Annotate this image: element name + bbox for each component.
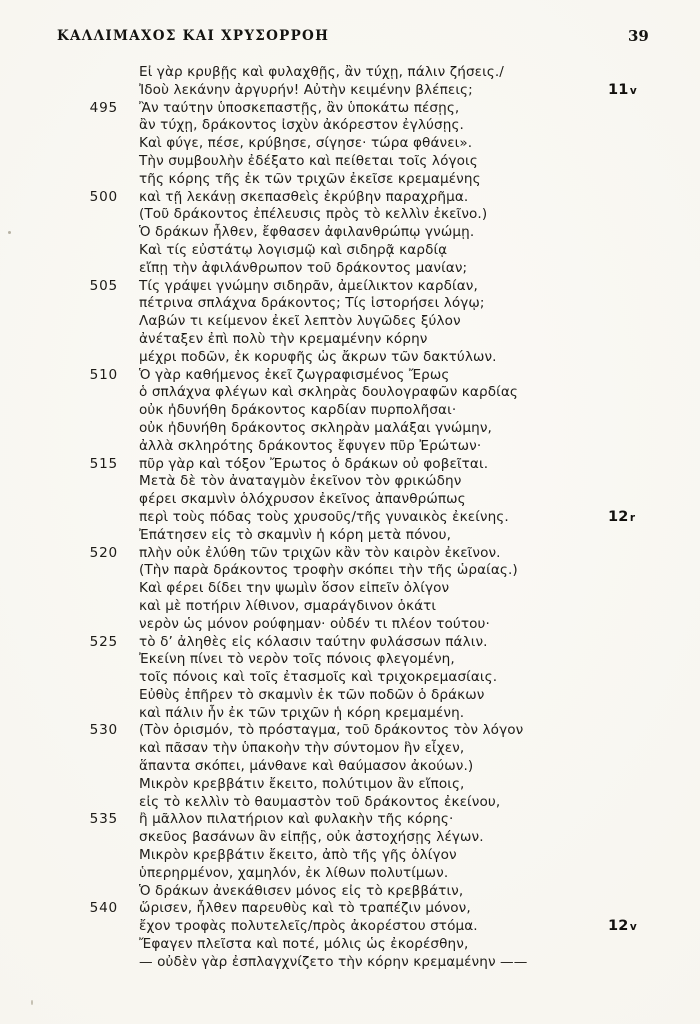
verse-line-text: (Τοῦ δράκοντος ἐπέλευσις πρὸς τὸ κελλὶν ἐκεῖνο.) [139,206,488,223]
verse-line-text: (Τὴν παρὰ δράκοντος τροφὴν σκόπει τὴν τῆς ὡραίας.) [139,562,518,579]
verse-line-text: οὐκ ἠδυνήθη δράκοντος σκληρὰν μαλάξαι γνώμην, [139,419,492,436]
verse-line-text: εἴπῃ τὴν ἀφιλάνθρωπον τοῦ δράκοντος μανίαν; [139,259,468,276]
poem-line [0,491,700,509]
poem-line [0,206,700,224]
verse-line-text: Καὶ τίς εὐστάτῳ λογισμῷ καὶ σιδηρᾷ καρδίᾳ [139,241,448,258]
verse-line-text: Μετὰ δὲ τὸν ἀναταγμὸν ἐκεῖνον τὸν φρικώδην [139,473,462,490]
poem-line [0,189,700,207]
verse-line-text: Καὶ φύγε, πέσε, κρύβησε, σίγησε· τώρα φθάνει». [139,135,473,152]
folio-side: r [629,511,636,524]
verse-line-number: 515 [89,455,118,472]
poem-line [0,82,700,100]
verse-line-text: — οὐδὲν γὰρ ἐσπλαγχνίζετο τὴν κόρην κρεμαμένην —— [139,953,528,970]
folio-marker [608,918,700,934]
verse-line-text: Ὁ δράκων ἀνεκάθισεν μόνος εἰς τὸ κρεββάτιν, [139,882,464,899]
poem-line [0,580,700,598]
verse-line-text: Τίς γράψει γνώμην σιδηρᾶν, ἀμείλικτον καρδίαν, [139,277,478,294]
verse-line-text: ὁ σπλάχνα φλέγων καὶ σκληρὰς δουλογραφῶν καρδίας [139,384,518,401]
verse-line-text: Καὶ φέρει δίδει την ψωμὶν ὅσον εἰπεῖν ὀλίγον [139,580,450,597]
poem-line [0,349,700,367]
verse-line-text: πέτρινα σπλάχνα δράκοντος; Τίς ἱστορήσει λόγῳ; [139,295,485,312]
verse-line-text: Μικρὸν κρεββάτιν ἔκειτο, ἀπὸ τῆς γῆς ὀλίγον [139,847,457,864]
verse-line-text: μέχρι ποδῶν, ἐκ κορυφῆς ὡς ἄκρων τῶν δακτύλων. [139,348,497,365]
verse-line-text: (Τὸν ὁρισμόν, τὸ πρόσταγμα, τοῦ δράκοντος τὸν λόγον [139,722,524,739]
verse-line-text: Ἔφαγεν πλεῖστα καὶ ποτέ, μόλις ὡς ἐκορέσθην, [139,936,469,953]
poem-line [0,740,700,758]
verse-line-text: περὶ τοὺς πόδας τοὺς χρυσοῦς/τῆς γυναικὸς ἐκείνης. [139,508,509,525]
verse-line-text: Μικρὸν κρεββάτιν ἔκειτο, πολύτιμον ἂν εἴποις, [139,775,465,792]
verse-line-text: ἂν τύχῃ, δράκοντος ἰσχὺν ἀκόρεστον ἐγλύσῃς. [139,117,464,134]
poem-line [0,135,700,153]
poem-line [0,722,700,740]
verse-line-number: 525 [89,633,118,650]
verse-line-text: ἀνέταξεν ἐπὶ πολὺ τὴν κρεμαμένην κόρην [139,330,428,347]
poem-line [0,669,700,687]
page-number: 39 [628,27,649,45]
folio-marker [608,82,700,98]
verse-line-text: πλὴν οὐκ ἐλύθη τῶν τριχῶν κἂν τὸν καιρὸν ἐκεῖνον. [139,544,501,561]
verse-line-text: νερὸν ὡς μόνον ρούφημαν· οὐδέν τι πλέον τούτου· [139,615,490,632]
poem-line [0,651,700,669]
poem-line [0,384,700,402]
poem-line [0,64,700,82]
verse-line-text: ἔχον τροφὰς πολυτελεῖς/πρὸς ἀκορέστου στόμα. [139,918,478,935]
verse-line-text: Ἂν ταύτην ὑποσκεπαστῇς, ἂν ὑποκάτω πέσῃς, [139,99,460,116]
verse-line-number: 495 [89,99,118,116]
poem-line [0,473,700,491]
verse-line-text: οὐκ ἠδυνήθη δράκοντος καρδίαν πυρπολῆσαι· [139,402,457,419]
poem-line [0,794,700,812]
verse-line-number: 500 [89,188,118,205]
verse-line-text: ὑπερηρμένον, χαμηλόν, ἐκ λίθων πολυτίμων. [139,864,449,881]
poem-line [0,883,700,901]
scan-speck [31,1000,33,1005]
verse-line-text: ἀλλὰ σκληρότης δράκοντος ἔφυγεν πῦρ Ἐρώτων· [139,437,482,454]
poem-line [0,100,700,118]
verse-line-number: 535 [89,811,118,828]
folio-side: v [629,84,637,97]
poem-line [0,705,700,723]
poem-line [0,402,700,420]
poem-line [0,313,700,331]
verse-line-text: πῦρ γὰρ καὶ τόξον Ἔρωτος ὁ δράκων οὐ φοβεῖται. [139,455,489,472]
poem-line [0,776,700,794]
folio-marker [608,509,700,525]
poem-line [0,224,700,242]
poem-line [0,900,700,918]
poem-body [0,64,700,972]
verse-line-text: Λαβών τι κείμενον ἐκεῖ λεπτὸν λυγῶδες ξύλον [139,313,461,330]
verse-line-text: Ἰδοὺ λεκάνην ἀργυρήν! Αὐτὴν κειμένην βλέπεις; [139,81,473,98]
poem-line [0,242,700,260]
poem-line [0,331,700,349]
verse-line-text: ἢ μᾶλλον πιλατήριον καὶ φυλακὴν τῆς κόρης· [139,811,454,828]
poem-line [0,367,700,385]
poem-line [0,758,700,776]
verse-line-text: τὸ δ’ ἀληθὲς εἰς κόλασιν ταύτην φυλάσσων πάλιν. [139,633,488,650]
verse-line-text: Εὐθὺς ἐπῆρεν τὸ σκαμνὶν ἐκ τῶν ποδῶν ὁ δράκων [139,686,485,703]
poem-line [0,260,700,278]
poem-line [0,509,700,527]
verse-line-number: 530 [89,722,118,739]
poem-line [0,171,700,189]
running-header-title: ΚΑΛΛΙΜΑΧΟΣ ΚΑΙ ΧΡΥΣΟΡΡΟΗ [57,28,330,44]
folio-side: v [629,921,637,934]
folio-number: 12 [608,508,629,525]
verse-line-text: Ἐπάτησεν εἰς τὸ σκαμνὶν ἡ κόρη μετὰ πόνου, [139,526,451,543]
poem-line [0,954,700,972]
poem-line [0,811,700,829]
poem-line [0,527,700,545]
poem-line [0,153,700,171]
poem-line [0,847,700,865]
verse-line-text: ὥρισεν, ἦλθεν παρευθὺς καὶ τὸ τραπέζιν μόνον, [139,900,471,917]
folio-number: 12 [608,918,629,935]
verse-line-text: Ὁ γὰρ καθήμενος ἐκεῖ ζωγραφισμένος Ἔρως [139,366,450,383]
verse-line-text: φέρει σκαμνὶν ὁλόχρυσον ἐκεῖνος ἀπανθρώπως [139,491,466,508]
verse-line-text: τοῖς πόνοις καὶ τοῖς ἐτασμοῖς καὶ τριχοκρεμασίαις. [139,669,498,686]
poem-line [0,616,700,634]
poem-line [0,562,700,580]
verse-line-text: καὶ μὲ ποτήριν λίθινον, σμαράγδινον ὁκάτι [139,597,437,614]
poem-line [0,545,700,563]
verse-line-text: καὶ πᾶσαν τὴν ὑπακοὴν τὴν σύντομον ἣν εἶχεν, [139,740,465,757]
verse-line-text: καὶ πάλιν ἦν ἐκ τῶν τριχῶν ἡ κόρη κρεμαμένη. [139,704,465,721]
verse-line-number: 510 [89,366,118,383]
scan-speck [8,231,11,234]
poem-line [0,865,700,883]
poem-line [0,598,700,616]
verse-line-number: 540 [89,900,118,917]
verse-line-text: καὶ τῇ λεκάνῃ σκεπασθεὶς ἐκρύβην παραχρῆμα. [139,188,469,205]
poem-line [0,278,700,296]
verse-line-text: Ὁ δράκων ἦλθεν, ἔφθασεν ἀφιλανθρώπῳ γνώμῃ. [139,224,475,241]
poem-line [0,438,700,456]
verse-line-text: Τὴν συμβουλὴν ἐδέξατο καὶ πείθεται τοῖς λόγοις [139,152,478,169]
verse-line-text: σκεῦος βασάνων ἂν εἰπῇς, οὐκ ἀστοχήσῃς λέγων. [139,829,484,846]
verse-line-number: 520 [89,544,118,561]
poem-line [0,687,700,705]
poem-line [0,918,700,936]
poem-line [0,456,700,474]
poem-line [0,420,700,438]
verse-line-text: Ἐκείνη πίνει τὸ νερὸν τοῖς πόνοις φλεγομένη, [139,651,455,668]
poem-line [0,829,700,847]
poem-line [0,117,700,135]
verse-line-text: Εἰ γὰρ κρυβῇς καὶ φυλαχθῇς, ἂν τύχῃ, πάλιν ζήσεις./ [139,64,504,80]
verse-line-text: εἰς τὸ κελλὶν τὸ θαυμαστὸν τοῦ δράκοντος ἐκείνου, [139,793,501,810]
folio-number: 11 [608,81,629,98]
poem-line [0,295,700,313]
verse-line-text: τῆς κόρης τῆς ἐκ τῶν τριχῶν ἐκεῖσε κρεμαμένης [139,170,481,187]
poem-line [0,936,700,954]
verse-line-number: 505 [89,277,118,294]
poem-line [0,634,700,652]
verse-line-text: ἅπαντα σκόπει, μάνθανε καὶ θαύμασον ἀκούων.) [139,758,474,775]
